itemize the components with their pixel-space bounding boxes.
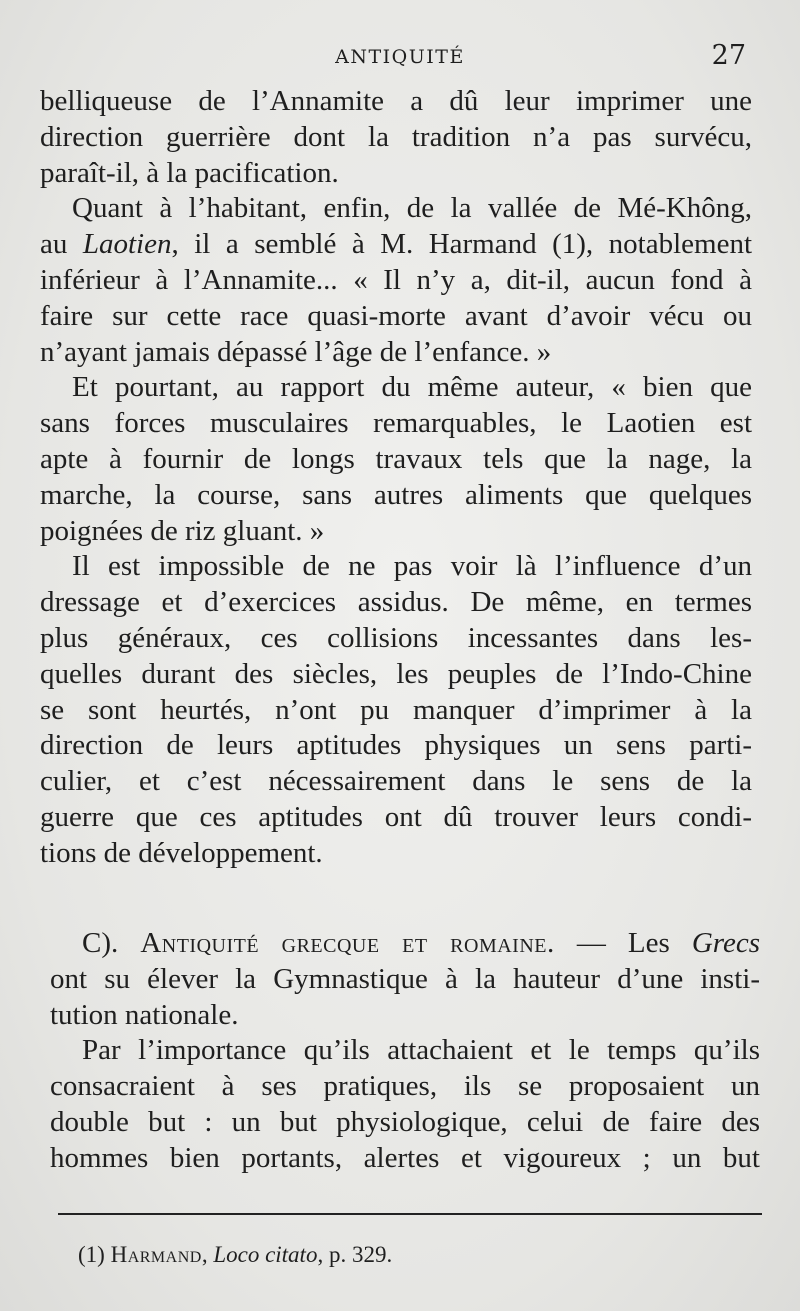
- text-line: quelles durant des siècles, les peuples de l’Indo-Chine: [40, 657, 752, 690]
- section-label: C).: [82, 927, 119, 959]
- text-line: Et pourtant, au rapport du même auteur, « bien que: [72, 371, 752, 404]
- text-line: consacraient à ses pratiques, ils se proposaient un: [50, 1070, 760, 1103]
- text-line: direction guerrière dont la tradition n’a pas survécu,: [40, 120, 752, 153]
- text-line: Il est impossible de ne pas voir là l’influence d’un: [72, 550, 752, 583]
- footnote-marker: (1): [78, 1242, 105, 1267]
- page-number: 27: [711, 40, 746, 71]
- footnote-rule: [58, 1213, 762, 1215]
- text-line: belliqueuse de l’Annamite a dû leur imprimer une: [40, 85, 752, 117]
- footnote-citation: Loco citato: [213, 1242, 318, 1267]
- text-fragment: , il a semblé à M. Harmand (1), notablement: [171, 228, 752, 261]
- body-text-lower: [50, 926, 760, 1177]
- text-line: [40, 227, 752, 263]
- text-line: apte à fournir de longs travaux tels que la nage, la: [40, 442, 752, 475]
- footnote-author: Harmand: [110, 1242, 202, 1267]
- text-fragment: ,: [201, 1242, 208, 1267]
- section-heading: Antiquité grecque et romaine.: [140, 927, 555, 959]
- text-line: hommes bien portants, alertes et vigoureux ; un but: [50, 1141, 760, 1174]
- text-line: faire sur cette race quasi-morte avant d’avoir vécu ou: [40, 299, 752, 332]
- italic-term: Laotien: [82, 228, 172, 261]
- text-line: Quant à l’habitant, enfin, de la vallée de Mé-Không,: [72, 192, 752, 225]
- text-line: marche, la course, sans autres aliments que quelques: [40, 478, 752, 511]
- italic-term: Grecs: [691, 927, 761, 959]
- footnote: [78, 1242, 392, 1268]
- text-line: tions de développement.: [40, 836, 323, 869]
- text-line: plus généraux, ces collisions incessantes dans les-: [40, 621, 752, 654]
- text-fragment: au: [40, 228, 83, 261]
- text-line: dressage et d’exercices assidus. De même, en termes: [40, 586, 752, 619]
- text-line: ont su élever la Gymnastique à la hauteur d’une insti-: [50, 962, 760, 995]
- running-title: ANTIQUITÉ: [335, 46, 465, 68]
- section-heading-line: [50, 926, 760, 962]
- text-line: poignées de riz gluant. »: [40, 514, 325, 547]
- text-fragment: — Les: [554, 927, 692, 959]
- text-line: tution nationale.: [50, 998, 239, 1031]
- text-line: inférieur à l’Annamite... « Il n’y a, dit-il, aucun fond à: [40, 263, 752, 296]
- text-line: double but : un but physiologique, celui de faire des: [50, 1105, 760, 1138]
- text-line: direction de leurs aptitudes physiques un sens parti-: [40, 729, 752, 762]
- running-head: [0, 38, 800, 72]
- footnote-page: , p. 329.: [317, 1242, 393, 1267]
- text-line: se sont heurtés, n’ont pu manquer d’imprimer à la: [40, 693, 752, 726]
- text-line: guerre que ces aptitudes ont dû trouver leurs condi-: [40, 800, 752, 833]
- text-line: sans forces musculaires remarquables, le Laotien est: [40, 407, 752, 440]
- text-line: culier, et c’est nécessairement dans le sens de la: [40, 765, 752, 798]
- body-text-upper: [40, 84, 752, 872]
- text-line: Par l’importance qu’ils attachaient et le temps qu’ils: [82, 1034, 760, 1067]
- text-line: paraît-il, à la pacification.: [40, 156, 339, 189]
- text-line: n’ayant jamais dépassé l’âge de l’enfance. »: [40, 335, 552, 368]
